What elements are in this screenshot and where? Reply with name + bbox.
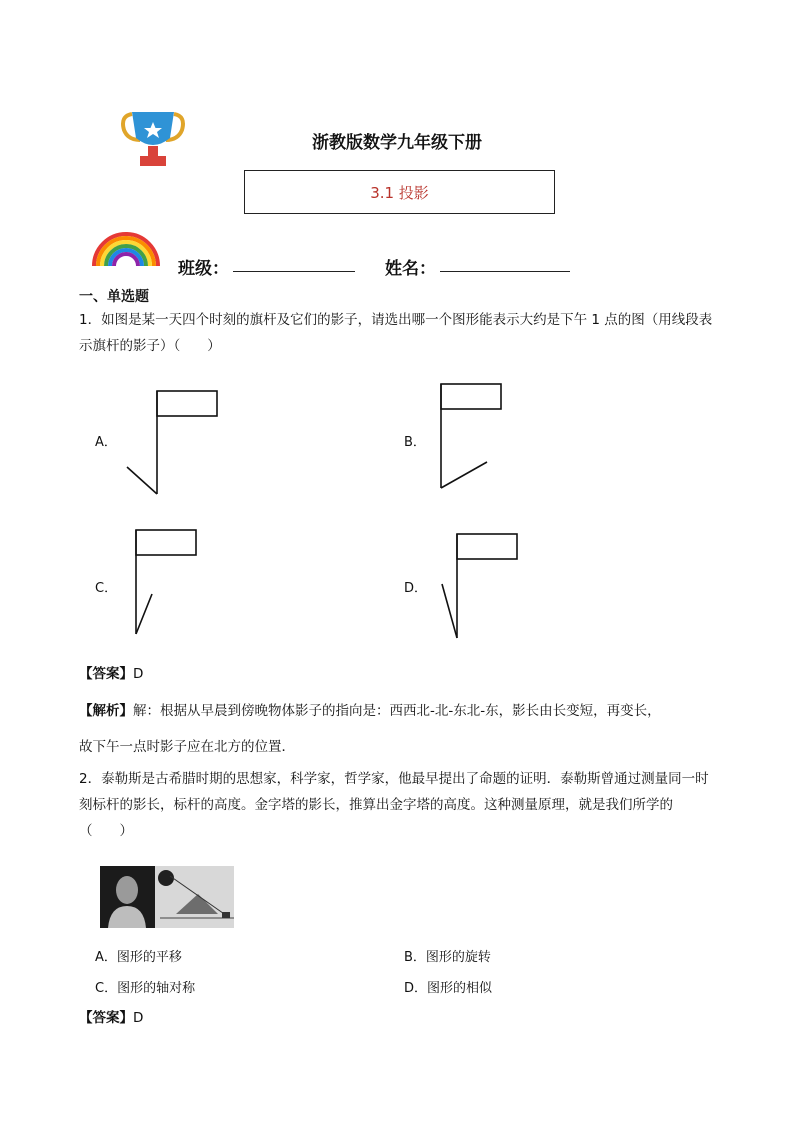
class-label: 班级： (178, 259, 229, 279)
section-heading: 一、单选题 (79, 289, 149, 305)
q2-option-a: A．图形的平移 (95, 950, 182, 965)
q1-option-d-figure (435, 528, 545, 643)
q1-analysis-tag: 【解析】 (79, 703, 133, 719)
q1-option-c-figure (125, 524, 235, 639)
name-field[interactable] (440, 271, 570, 272)
q1-answer-tag: 【答案】 (79, 666, 133, 682)
q2-answer (79, 1005, 719, 1031)
q1-option-c-label: C． (95, 581, 118, 596)
q2-option-d: D．图形的相似 (404, 981, 493, 996)
q1-answer (79, 661, 719, 687)
q1-option-d-label: D． (404, 581, 428, 596)
lesson-title-box (244, 170, 555, 214)
q1-analysis (79, 698, 719, 724)
q1-option-a-label: A． (95, 435, 117, 450)
question-1-text: 1．如图是某一天四个时刻的旗杆及它们的影子，请选出哪一个图形能表示大约是下午 1 点的图（用线段表示旗杆的影子）（ ） (79, 312, 713, 354)
q1-option-b-label: B． (404, 435, 426, 450)
lesson-title: 3.1 投影 (370, 183, 429, 202)
q2-option-c: C．图形的轴对称 (95, 981, 196, 996)
class-field[interactable] (233, 271, 355, 272)
q1-analysis-text: 解：根据从早晨到傍晚物体影子的指向是：西西北-北-东北-东，影长由长变短，再变长， (133, 703, 661, 719)
q1-analysis-line-2: 故下午一点时影子应在北方的位置． (79, 739, 295, 755)
q1-option-a-figure (120, 385, 230, 500)
q2-answer-value: D (133, 1010, 144, 1026)
q2-answer-tag: 【答案】 (79, 1010, 133, 1026)
name-label: 姓名： (385, 259, 436, 279)
q1-answer-value: D (133, 666, 144, 682)
thales-pyramid-image (100, 866, 234, 928)
document-title: 浙教版数学九年级下册 (312, 133, 482, 153)
rainbow-icon (90, 228, 162, 268)
q2-option-b: B．图形的旋转 (404, 950, 491, 965)
question-2-text: 2．泰勒斯是古希腊时期的思想家，科学家，哲学家，他最早提出了命题的证明．泰勒斯曾通过测量同一时刻标杆的影长，标杆的高度。金字塔的影长，推算出金字塔的高度。这种测量原理，就是我们所学的（ ） (79, 771, 709, 839)
q1-option-b-figure (430, 378, 540, 493)
